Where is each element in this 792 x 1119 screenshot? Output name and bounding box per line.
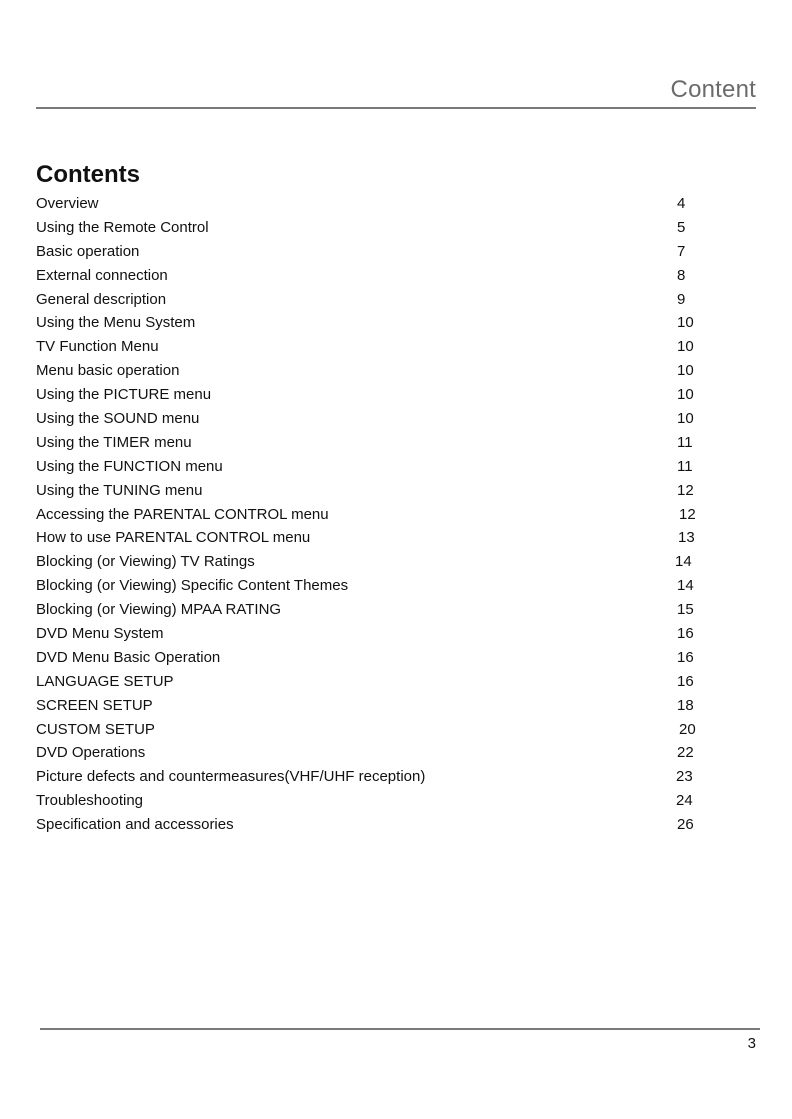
toc-entry-title: Picture defects and countermeasures(VHF/UHF reception) [36, 768, 426, 786]
toc-entry-page: 16 [677, 648, 694, 666]
toc-entry-page: 23 [676, 768, 693, 786]
toc-entry-title: Accessing the PARENTAL CONTROL menu [36, 505, 329, 523]
toc-entry-basic-operation [36, 240, 736, 264]
toc-entry-page: 11 [677, 433, 693, 451]
toc-entry-page: 14 [677, 577, 694, 595]
toc-entry-dvd-operations [36, 741, 736, 765]
toc-entry-dvd-menu-system [36, 622, 736, 646]
toc-entry-title: Specification and accessories [36, 816, 234, 834]
toc-entry-title: Blocking (or Viewing) MPAA RATING [36, 601, 282, 619]
toc-entry-title: Using the PICTURE menu [36, 386, 212, 404]
toc-entry-page: 8 [677, 266, 686, 284]
toc-entry-page: 18 [677, 696, 694, 714]
toc-entry-page: 12 [679, 505, 696, 523]
toc-entry-title: DVD Menu Basic Operation [36, 648, 221, 666]
toc-entry-page: 16 [677, 672, 694, 690]
toc-entry-mpaa-rating [36, 598, 736, 622]
toc-entry-language-setup [36, 670, 736, 694]
toc-entry-function-menu [36, 455, 736, 479]
toc-entry-picture-defects [36, 765, 736, 789]
toc-entry-title: SCREEN SETUP [36, 696, 153, 714]
toc-entry-page: 13 [678, 529, 695, 547]
toc-entry-title: How to use PARENTAL CONTROL menu [36, 529, 311, 547]
toc-entry-page: 20 [679, 720, 696, 738]
toc-entry-title: Menu basic operation [36, 362, 180, 380]
toc-entry-page: 5 [677, 218, 686, 236]
toc-entry-title: Troubleshooting [36, 792, 144, 810]
toc-entry-general-description [36, 288, 736, 312]
toc-entry-title: LANGUAGE SETUP [36, 672, 174, 690]
toc-entry-using-parental-control [36, 526, 736, 550]
toc-entry-tv-ratings [36, 550, 736, 574]
toc-entry-picture-menu [36, 383, 736, 407]
toc-entry-content-themes [36, 574, 736, 598]
toc-entry-troubleshooting [36, 789, 736, 813]
toc-entry-page: 7 [677, 242, 686, 260]
toc-entry-page: 4 [677, 195, 686, 212]
toc-entry-title: Using the SOUND menu [36, 410, 200, 428]
toc-entry-title: Using the FUNCTION menu [36, 457, 223, 475]
toc-entry-screen-setup [36, 694, 736, 718]
header-divider [36, 107, 756, 109]
toc-entry-page: 10 [677, 314, 694, 332]
toc-entry-title: Using the Menu System [36, 314, 196, 332]
contents-heading: Contents [36, 161, 140, 188]
header-title: Content [670, 76, 756, 103]
toc-entry-specification [36, 813, 736, 837]
footer-divider [40, 1028, 760, 1030]
page-number: 3 [747, 1035, 756, 1052]
toc-entry-title: Blocking (or Viewing) Specific Content Themes [36, 577, 349, 595]
toc-entry-page: 12 [677, 481, 694, 499]
toc-entry-tuning-menu [36, 479, 736, 503]
toc-entry-title: DVD Operations [36, 744, 146, 762]
toc-entry-page: 11 [677, 457, 693, 475]
toc-entry-title: External connection [36, 266, 168, 284]
toc-entry-title: DVD Menu System [36, 625, 164, 643]
toc-entry-title: General description [36, 290, 167, 308]
toc-entry-overview [36, 192, 736, 216]
toc-entry-tv-function-menu [36, 335, 736, 359]
toc-entry-title: Blocking (or Viewing) TV Ratings [36, 553, 255, 571]
toc-entry-page: 24 [676, 792, 693, 810]
toc-entry-title: TV Function Menu [36, 338, 159, 356]
toc-entry-custom-setup [36, 718, 736, 742]
toc-entry-page: 10 [677, 338, 694, 356]
toc-entry-page: 10 [677, 362, 694, 380]
toc-entry-menu-system [36, 311, 736, 335]
toc-entry-page: 22 [677, 744, 694, 762]
toc-entry-accessing-parental-control [36, 503, 736, 527]
toc-entry-title: CUSTOM SETUP [36, 720, 155, 738]
toc-entry-dvd-menu-basic-operation [36, 646, 736, 670]
toc-entry-title: Using the TUNING menu [36, 481, 203, 499]
toc-entry-page: 9 [677, 290, 686, 308]
toc-entry-page: 10 [677, 410, 694, 428]
toc-entry-page: 14 [675, 553, 692, 571]
toc-entry-title: Overview [36, 195, 99, 212]
toc-entry-sound-menu [36, 407, 736, 431]
toc-entry-page: 10 [677, 386, 694, 404]
toc-entry-timer-menu [36, 431, 736, 455]
toc-entry-page: 16 [677, 625, 694, 643]
toc-entry-title: Using the Remote Control [36, 218, 209, 236]
toc-entry-title: Basic operation [36, 242, 140, 260]
toc-entry-page: 26 [677, 816, 694, 834]
toc-entry-external-connection [36, 264, 736, 288]
table-of-contents [36, 192, 736, 837]
toc-entry-remote-control [36, 216, 736, 240]
toc-entry-page: 15 [677, 601, 694, 619]
toc-entry-title: Using the TIMER menu [36, 433, 192, 451]
toc-entry-menu-basic-operation [36, 359, 736, 383]
